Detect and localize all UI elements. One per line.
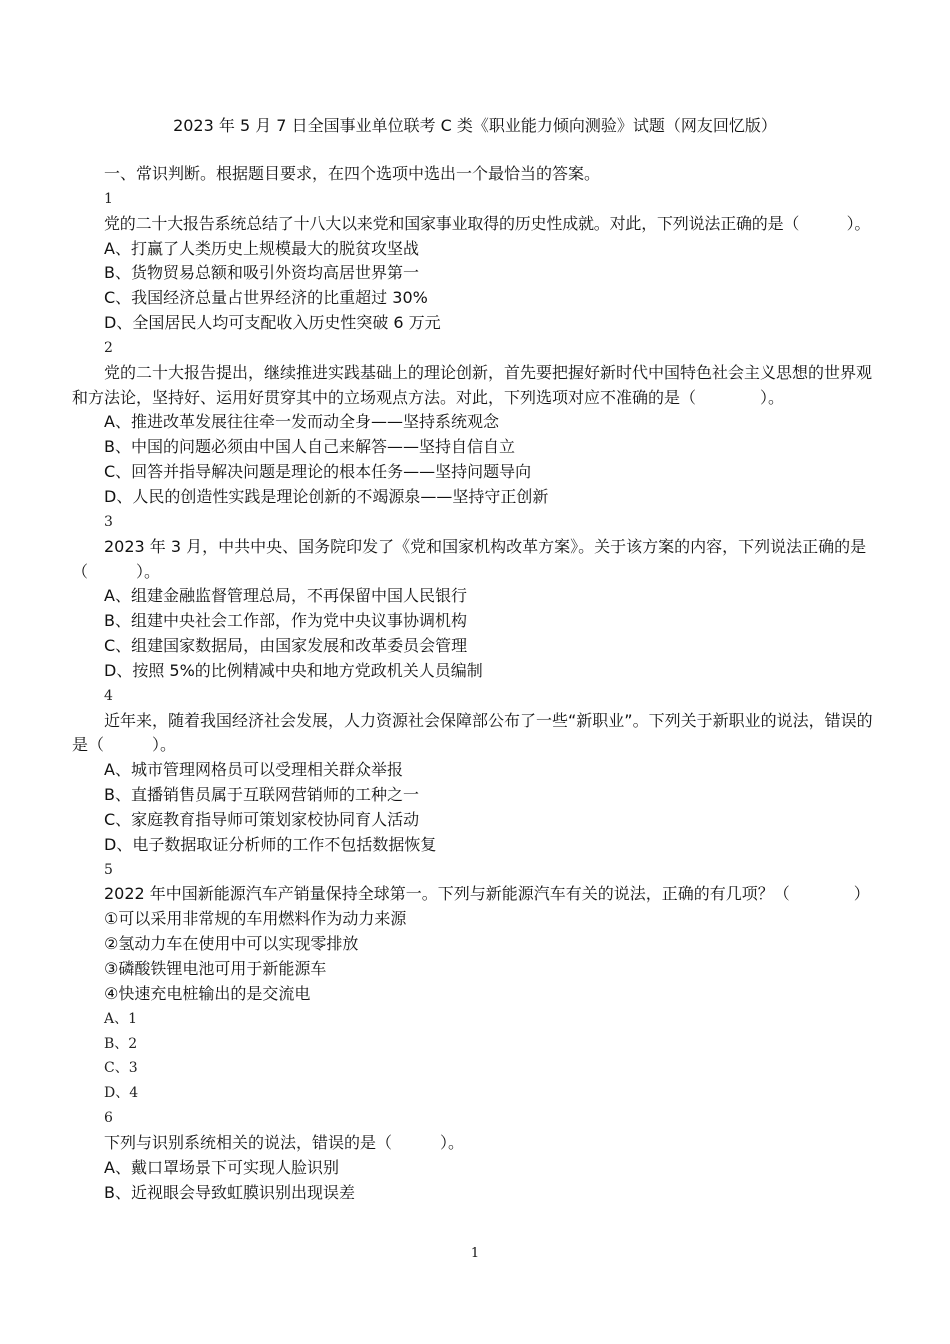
option-c: C、组建国家数据局，由国家发展和改革委员会管理 <box>104 636 468 656</box>
statement-3: ③磷酸铁锂电池可用于新能源车 <box>104 959 327 978</box>
statement-1: ①可以采用非常规的车用燃料作为动力来源 <box>104 909 407 929</box>
option-c: C、家庭教育指导师可策划家校协同育人活动 <box>104 809 420 829</box>
option-d: D、人民的创造性实践是理论创新的不竭源泉——坚持守正创新 <box>104 486 549 506</box>
option-c: C、回答并指导解决问题是理论的根本任务——坚持问题导向 <box>104 462 532 482</box>
question-stem: 2022 年中国新能源汽车产销量保持全球第一。下列与新能源汽车有关的说法，正确的有几项？（ ） <box>104 884 870 904</box>
option-c: C、我国经济总量占世界经济的比重超过 30% <box>104 288 428 308</box>
option-d: D、电子数据取证分析师的工作不包括数据恢复 <box>104 834 437 854</box>
question-number: 5 <box>104 861 113 878</box>
statement-2: ②氢动力车在使用中可以实现零排放 <box>104 934 359 954</box>
option-b: B、货物贸易总额和吸引外资均高居世界第一 <box>104 263 419 283</box>
question-number: 4 <box>104 687 113 704</box>
option-d: D、按照 5%的比例精减中央和地方党政机关人员编制 <box>104 660 483 680</box>
option-b: B、中国的问题必须由中国人自己来解答——坚持自信自立 <box>104 437 515 457</box>
option-a: A、戴口罩场景下可实现人脸识别 <box>104 1157 339 1177</box>
question-number: 1 <box>104 190 113 207</box>
question-stem: 下列与识别系统相关的说法，错误的是（ ）。 <box>104 1132 465 1152</box>
question-number: 6 <box>104 1110 113 1127</box>
statement-4: ④快速充电桩输出的是交流电 <box>104 983 311 1003</box>
option-d: D、4 <box>104 1085 139 1102</box>
option-a: A、组建金融监督管理总局，不再保留中国人民银行 <box>104 586 467 606</box>
option-a: A、打赢了人类历史上规模最大的脱贫攻坚战 <box>104 238 419 258</box>
option-a: A、推进改革发展往往牵一发而动全身——坚持系统观念 <box>104 412 499 432</box>
option-b: B、组建中央社会工作部，作为党中央议事协调机构 <box>104 611 467 631</box>
option-c: C、3 <box>104 1060 138 1077</box>
option-b: B、近视眼会导致虹膜识别出现误差 <box>104 1182 355 1202</box>
page-number: 1 <box>470 1246 480 1261</box>
document-body <box>72 162 878 1205</box>
document-title: 2023 年 5 月 7 日全国事业单位联考 C 类《职业能力倾向测验》试题（网友回忆版） <box>173 116 777 135</box>
question-stem: 近年来，随着我国经济社会发展，人力资源社会保障部公布了一些“新职业”。下列关于新职业的说法，错误的是（ ）。 <box>72 710 873 755</box>
option-b: B、2 <box>104 1035 138 1052</box>
question-stem: 党的二十大报告提出，继续推进实践基础上的理论创新，首先要把握好新时代中国特色社会主义思想的世界观和方法论，坚持好、运用好贯穿其中的立场观点方法。对此，下列选项对应不准确的是（ ）。 <box>72 362 873 407</box>
option-a: A、城市管理网格员可以受理相关群众举报 <box>104 760 403 780</box>
option-a: A、1 <box>104 1010 138 1027</box>
option-b: B、直播销售员属于互联网营销师的工种之一 <box>104 785 419 805</box>
question-stem: 党的二十大报告系统总结了十八大以来党和国家事业取得的历史性成就。对此，下列说法正确的是（ ）。 <box>104 213 871 233</box>
question-number: 3 <box>104 513 113 530</box>
question-number: 2 <box>104 339 113 356</box>
section-heading: 一、常识判断。根据题目要求，在四个选项中选出一个最恰当的答案。 <box>104 164 601 183</box>
option-d: D、全国居民人均可支配收入历史性突破 6 万元 <box>104 313 441 333</box>
question-stem: 2023 年 3 月，中共中央、国务院印发了《党和国家机构改革方案》。关于该方案的内容，下列说法正确的是（ ）。 <box>72 536 867 581</box>
